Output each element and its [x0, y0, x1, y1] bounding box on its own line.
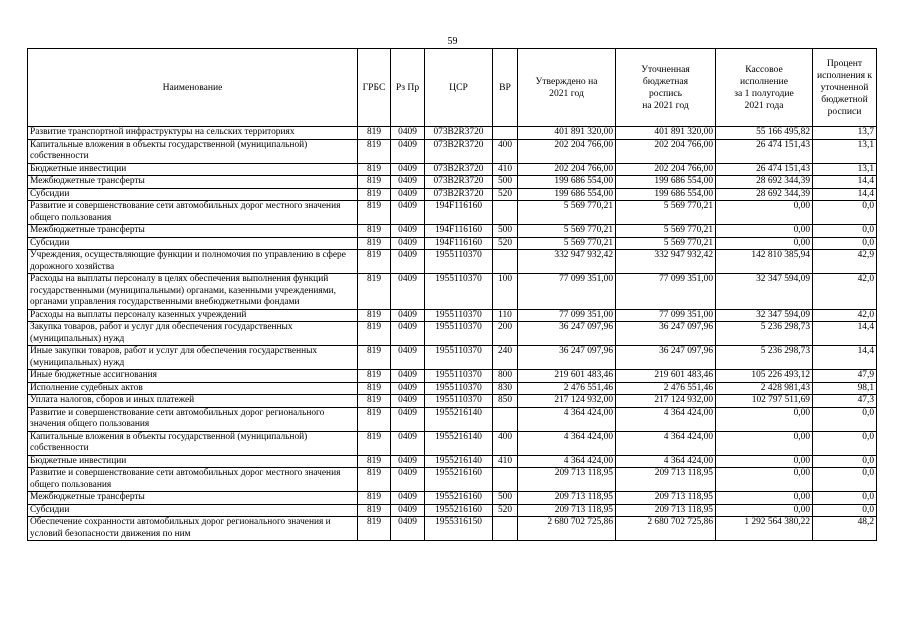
header-rzpr: Рз Пр: [391, 49, 425, 127]
cell-csr: 1955110370: [425, 274, 493, 310]
cell-vr: 410: [493, 163, 518, 176]
cell-grbs: 819: [358, 188, 391, 201]
cell-grbs: 819: [358, 237, 391, 250]
cell-csr: 1955110370: [425, 309, 493, 322]
cell-cash: 2 428 981,43: [716, 382, 813, 395]
header-name: Наименование: [28, 49, 358, 127]
cell-rzpr: 0409: [391, 127, 425, 140]
cell-approved: 77 099 351,00: [518, 309, 616, 322]
cell-rzpr: 0409: [391, 407, 425, 431]
cell-vr: 240: [493, 346, 518, 370]
cell-refined: 401 891 320,00: [616, 127, 716, 140]
cell-percent: 14,4: [813, 322, 877, 346]
cell-refined: 2 476 551,46: [616, 382, 716, 395]
cell-vr: 500: [493, 225, 518, 238]
cell-approved: 4 364 424,00: [518, 407, 616, 431]
cell-name: Межбюджетные трансферты: [28, 492, 358, 505]
table-row: [28, 395, 877, 408]
cell-grbs: 819: [358, 382, 391, 395]
cell-name: Уплата налогов, сборов и иных платежей: [28, 395, 358, 408]
cell-grbs: 819: [358, 127, 391, 140]
cell-refined: 199 686 554,00: [616, 188, 716, 201]
cell-name: Бюджетные инвестиции: [28, 163, 358, 176]
table-row: [28, 455, 877, 468]
table-row: [28, 382, 877, 395]
cell-percent: 0,0: [813, 468, 877, 492]
cell-vr: 400: [493, 139, 518, 163]
cell-vr: 410: [493, 455, 518, 468]
cell-csr: 1955216160: [425, 504, 493, 517]
cell-refined: 5 569 770,21: [616, 237, 716, 250]
cell-grbs: 819: [358, 322, 391, 346]
table-row: [28, 127, 877, 140]
cell-name: Развитие транспортной инфраструктуры на сельских территориях: [28, 127, 358, 140]
table-row: [28, 225, 877, 238]
cell-grbs: 819: [358, 370, 391, 383]
cell-name: Субсидии: [28, 237, 358, 250]
header-approved: [518, 49, 616, 127]
cell-vr: 520: [493, 504, 518, 517]
cell-refined: 5 569 770,21: [616, 225, 716, 238]
cell-approved: 202 204 766,00: [518, 163, 616, 176]
budget-table: [27, 48, 877, 541]
cell-vr: [493, 127, 518, 140]
cell-cash: 0,00: [716, 431, 813, 455]
cell-percent: 42,0: [813, 274, 877, 310]
cell-vr: 800: [493, 370, 518, 383]
cell-csr: 073B2R3720: [425, 176, 493, 189]
table-row: [28, 517, 877, 541]
cell-grbs: 819: [358, 250, 391, 274]
table-row: [28, 370, 877, 383]
cell-approved: 199 686 554,00: [518, 176, 616, 189]
cell-approved: 217 124 932,00: [518, 395, 616, 408]
cell-csr: 1955216160: [425, 468, 493, 492]
header-refined-line: Уточненная: [641, 63, 690, 75]
cell-percent: 13,1: [813, 163, 877, 176]
cell-cash: 0,00: [716, 237, 813, 250]
cell-approved: 2 680 702 725,86: [518, 517, 616, 541]
cell-rzpr: 0409: [391, 517, 425, 541]
cell-csr: 1955216160: [425, 492, 493, 505]
cell-rzpr: 0409: [391, 395, 425, 408]
cell-percent: 47,3: [813, 395, 877, 408]
cell-name: Развитие и совершенствование сети автомобильных дорог местного значения общего пользования: [28, 201, 358, 225]
cell-cash: 0,00: [716, 455, 813, 468]
cell-name: Учреждения, осуществляющие функции и полномочия по управлению в сфере дорожного хозяйства: [28, 250, 358, 274]
cell-name: Бюджетные инвестиции: [28, 455, 358, 468]
cell-percent: 42,0: [813, 309, 877, 322]
cell-rzpr: 0409: [391, 455, 425, 468]
header-percent-line: исполнения к: [816, 69, 873, 81]
cell-cash: 5 236 298,73: [716, 322, 813, 346]
cell-vr: 520: [493, 188, 518, 201]
cell-name: Иные бюджетные ассигнования: [28, 370, 358, 383]
cell-approved: 199 686 554,00: [518, 188, 616, 201]
cell-cash: 28 692 344,39: [716, 188, 813, 201]
cell-csr: 073B2R3720: [425, 163, 493, 176]
cell-rzpr: 0409: [391, 139, 425, 163]
table-row: [28, 176, 877, 189]
cell-grbs: 819: [358, 395, 391, 408]
cell-name: Развитие и совершенствование сети автомобильных дорог регионального значения общего пользования: [28, 407, 358, 431]
header-cash-line: Кассовое: [745, 63, 783, 75]
cell-name: Расходы на выплаты персоналу казенных учреждений: [28, 309, 358, 322]
cell-cash: 0,00: [716, 468, 813, 492]
cell-percent: 42,9: [813, 250, 877, 274]
cell-csr: 1955110370: [425, 382, 493, 395]
cell-grbs: 819: [358, 163, 391, 176]
cell-cash: 26 474 151,43: [716, 163, 813, 176]
cell-percent: 48,2: [813, 517, 877, 541]
cell-refined: 209 713 118,95: [616, 504, 716, 517]
cell-cash: 0,00: [716, 504, 813, 517]
cell-cash: 1 292 564 380,22: [716, 517, 813, 541]
cell-name: Межбюджетные трансферты: [28, 225, 358, 238]
cell-refined: 219 601 483,46: [616, 370, 716, 383]
cell-cash: 55 166 495,82: [716, 127, 813, 140]
header-percent-line: бюджетной: [821, 93, 868, 105]
cell-cash: 5 236 298,73: [716, 346, 813, 370]
table-row: [28, 274, 877, 310]
cell-vr: 100: [493, 274, 518, 310]
cell-approved: 401 891 320,00: [518, 127, 616, 140]
header-cash-line: 2021 года: [744, 99, 784, 111]
cell-vr: 830: [493, 382, 518, 395]
cell-rzpr: 0409: [391, 250, 425, 274]
cell-name: Иные закупки товаров, работ и услуг для обеспечения государственных (муниципальных) нужд: [28, 346, 358, 370]
cell-grbs: 819: [358, 455, 391, 468]
cell-approved: 4 364 424,00: [518, 431, 616, 455]
cell-rzpr: 0409: [391, 309, 425, 322]
cell-refined: 199 686 554,00: [616, 176, 716, 189]
header-cash: [716, 49, 813, 127]
cell-refined: 36 247 097,96: [616, 346, 716, 370]
cell-cash: 26 474 151,43: [716, 139, 813, 163]
cell-grbs: 819: [358, 274, 391, 310]
cell-grbs: 819: [358, 225, 391, 238]
cell-refined: 77 099 351,00: [616, 274, 716, 310]
cell-refined: 36 247 097,96: [616, 322, 716, 346]
cell-refined: 4 364 424,00: [616, 431, 716, 455]
cell-csr: 1955216140: [425, 407, 493, 431]
cell-vr: [493, 468, 518, 492]
cell-csr: 073B2R3720: [425, 139, 493, 163]
cell-rzpr: 0409: [391, 382, 425, 395]
cell-grbs: 819: [358, 309, 391, 322]
table-row: [28, 250, 877, 274]
cell-rzpr: 0409: [391, 370, 425, 383]
cell-rzpr: 0409: [391, 468, 425, 492]
cell-grbs: 819: [358, 517, 391, 541]
cell-rzpr: 0409: [391, 431, 425, 455]
table-row: [28, 139, 877, 163]
cell-percent: 0,0: [813, 407, 877, 431]
cell-refined: 209 713 118,95: [616, 492, 716, 505]
table-row: [28, 309, 877, 322]
cell-rzpr: 0409: [391, 163, 425, 176]
table-row: [28, 407, 877, 431]
cell-grbs: 819: [358, 431, 391, 455]
cell-csr: 073B2R3720: [425, 188, 493, 201]
cell-rzpr: 0409: [391, 346, 425, 370]
table-row: [28, 431, 877, 455]
cell-csr: 194F116160: [425, 201, 493, 225]
header-percent: [813, 49, 877, 127]
cell-grbs: 819: [358, 176, 391, 189]
cell-rzpr: 0409: [391, 274, 425, 310]
cell-percent: 0,0: [813, 201, 877, 225]
cell-rzpr: 0409: [391, 188, 425, 201]
cell-grbs: 819: [358, 346, 391, 370]
cell-approved: 2 476 551,46: [518, 382, 616, 395]
cell-refined: 202 204 766,00: [616, 139, 716, 163]
cell-name: Субсидии: [28, 188, 358, 201]
cell-name: Капитальные вложения в объекты государственной (муниципальной) собственности: [28, 139, 358, 163]
cell-rzpr: 0409: [391, 225, 425, 238]
cell-vr: [493, 250, 518, 274]
cell-cash: 105 226 493,12: [716, 370, 813, 383]
cell-percent: 0,0: [813, 455, 877, 468]
cell-vr: [493, 407, 518, 431]
table-row: [28, 468, 877, 492]
cell-refined: 2 680 702 725,86: [616, 517, 716, 541]
cell-csr: 1955110370: [425, 370, 493, 383]
cell-vr: 500: [493, 176, 518, 189]
table-row: [28, 492, 877, 505]
cell-approved: 77 099 351,00: [518, 274, 616, 310]
cell-percent: 0,0: [813, 504, 877, 517]
cell-refined: 5 569 770,21: [616, 201, 716, 225]
cell-refined: 4 364 424,00: [616, 407, 716, 431]
cell-refined: 217 124 932,00: [616, 395, 716, 408]
cell-grbs: 819: [358, 468, 391, 492]
cell-approved: 332 947 932,42: [518, 250, 616, 274]
cell-approved: 5 569 770,21: [518, 237, 616, 250]
cell-approved: 5 569 770,21: [518, 201, 616, 225]
cell-csr: 194F116160: [425, 225, 493, 238]
cell-vr: 200: [493, 322, 518, 346]
header-percent-line: Процент: [826, 57, 863, 69]
cell-refined: 332 947 932,42: [616, 250, 716, 274]
cell-cash: 32 347 594,09: [716, 309, 813, 322]
cell-approved: 5 569 770,21: [518, 225, 616, 238]
header-csr: ЦСР: [425, 49, 493, 127]
cell-refined: 202 204 766,00: [616, 163, 716, 176]
page-number: 59: [447, 36, 458, 47]
cell-approved: 202 204 766,00: [518, 139, 616, 163]
header-percent-line: уточненной: [820, 81, 869, 93]
table-row: [28, 188, 877, 201]
table-header-row: [28, 49, 877, 127]
cell-rzpr: 0409: [391, 322, 425, 346]
cell-csr: 194F116160: [425, 237, 493, 250]
cell-cash: 0,00: [716, 225, 813, 238]
cell-approved: 209 713 118,95: [518, 468, 616, 492]
header-cash-line: исполнение: [740, 75, 788, 87]
cell-refined: 4 364 424,00: [616, 455, 716, 468]
header-refined-line: бюджетная: [642, 75, 689, 87]
cell-percent: 0,0: [813, 431, 877, 455]
cell-name: Расходы на выплаты персоналу в целях обеспечения выполнения функций государственными (муниципальными) органами, казенными учреждениями, органами управления государственными внебюджетными фондами: [28, 274, 358, 310]
cell-cash: 142 810 385,94: [716, 250, 813, 274]
cell-refined: 77 099 351,00: [616, 309, 716, 322]
cell-cash: 0,00: [716, 201, 813, 225]
table-row: [28, 163, 877, 176]
cell-percent: 0,0: [813, 492, 877, 505]
cell-approved: 4 364 424,00: [518, 455, 616, 468]
cell-csr: 1955216140: [425, 431, 493, 455]
cell-csr: 1955110370: [425, 346, 493, 370]
cell-refined: 209 713 118,95: [616, 468, 716, 492]
cell-approved: 209 713 118,95: [518, 504, 616, 517]
table-row: [28, 322, 877, 346]
cell-percent: 14,4: [813, 346, 877, 370]
cell-vr: 110: [493, 309, 518, 322]
cell-vr: 520: [493, 237, 518, 250]
cell-vr: 850: [493, 395, 518, 408]
header-grbs: ГРБС: [358, 49, 391, 127]
cell-name: Субсидии: [28, 504, 358, 517]
cell-grbs: 819: [358, 492, 391, 505]
cell-name: Закупка товаров, работ и услуг для обеспечения государственных (муниципальных) нужд: [28, 322, 358, 346]
header-cash-line: за 1 полугодие: [734, 87, 794, 99]
cell-percent: 0,0: [813, 225, 877, 238]
header-approved-line: Утверждено на: [535, 75, 598, 87]
cell-percent: 98,1: [813, 382, 877, 395]
cell-grbs: 819: [358, 407, 391, 431]
cell-vr: 500: [493, 492, 518, 505]
cell-csr: 1955216140: [425, 455, 493, 468]
cell-rzpr: 0409: [391, 201, 425, 225]
cell-percent: 13,1: [813, 139, 877, 163]
cell-approved: 36 247 097,96: [518, 322, 616, 346]
cell-name: Межбюджетные трансферты: [28, 176, 358, 189]
cell-vr: 400: [493, 431, 518, 455]
cell-csr: 1955316150: [425, 517, 493, 541]
table-row: [28, 504, 877, 517]
cell-rzpr: 0409: [391, 237, 425, 250]
cell-vr: [493, 517, 518, 541]
cell-rzpr: 0409: [391, 176, 425, 189]
cell-csr: 1955110370: [425, 322, 493, 346]
cell-name: Капитальные вложения в объекты государственной (муниципальной) собственности: [28, 431, 358, 455]
cell-cash: 0,00: [716, 407, 813, 431]
header-refined: [616, 49, 716, 127]
header-vr: ВР: [493, 49, 518, 127]
cell-grbs: 819: [358, 201, 391, 225]
cell-percent: 13,7: [813, 127, 877, 140]
header-refined-line: роспись: [649, 87, 682, 99]
cell-csr: 1955110370: [425, 250, 493, 274]
cell-name: Исполнение судебных актов: [28, 382, 358, 395]
cell-cash: 28 692 344,39: [716, 176, 813, 189]
header-percent-line: росписи: [827, 105, 862, 117]
cell-rzpr: 0409: [391, 492, 425, 505]
cell-cash: 102 797 511,69: [716, 395, 813, 408]
header-refined-line: на 2021 год: [642, 99, 689, 111]
cell-cash: 32 347 594,09: [716, 274, 813, 310]
cell-approved: 36 247 097,96: [518, 346, 616, 370]
table-row: [28, 201, 877, 225]
cell-name: Развитие и совершенствование сети автомобильных дорог местного значения общего пользования: [28, 468, 358, 492]
cell-percent: 47,9: [813, 370, 877, 383]
cell-percent: 14,4: [813, 176, 877, 189]
table-row: [28, 346, 877, 370]
cell-grbs: 819: [358, 139, 391, 163]
cell-vr: [493, 201, 518, 225]
cell-csr: 073B2R3720: [425, 127, 493, 140]
cell-name: Обеспечение сохранности автомобильных дорог регионального значения и условий безопасности движения по ним: [28, 517, 358, 541]
cell-csr: 1955110370: [425, 395, 493, 408]
cell-cash: 0,00: [716, 492, 813, 505]
header-approved-line: 2021 год: [549, 87, 584, 99]
cell-approved: 209 713 118,95: [518, 492, 616, 505]
cell-percent: 0,0: [813, 237, 877, 250]
cell-rzpr: 0409: [391, 504, 425, 517]
cell-approved: 219 601 483,46: [518, 370, 616, 383]
table-row: [28, 237, 877, 250]
cell-percent: 14,4: [813, 188, 877, 201]
cell-grbs: 819: [358, 504, 391, 517]
